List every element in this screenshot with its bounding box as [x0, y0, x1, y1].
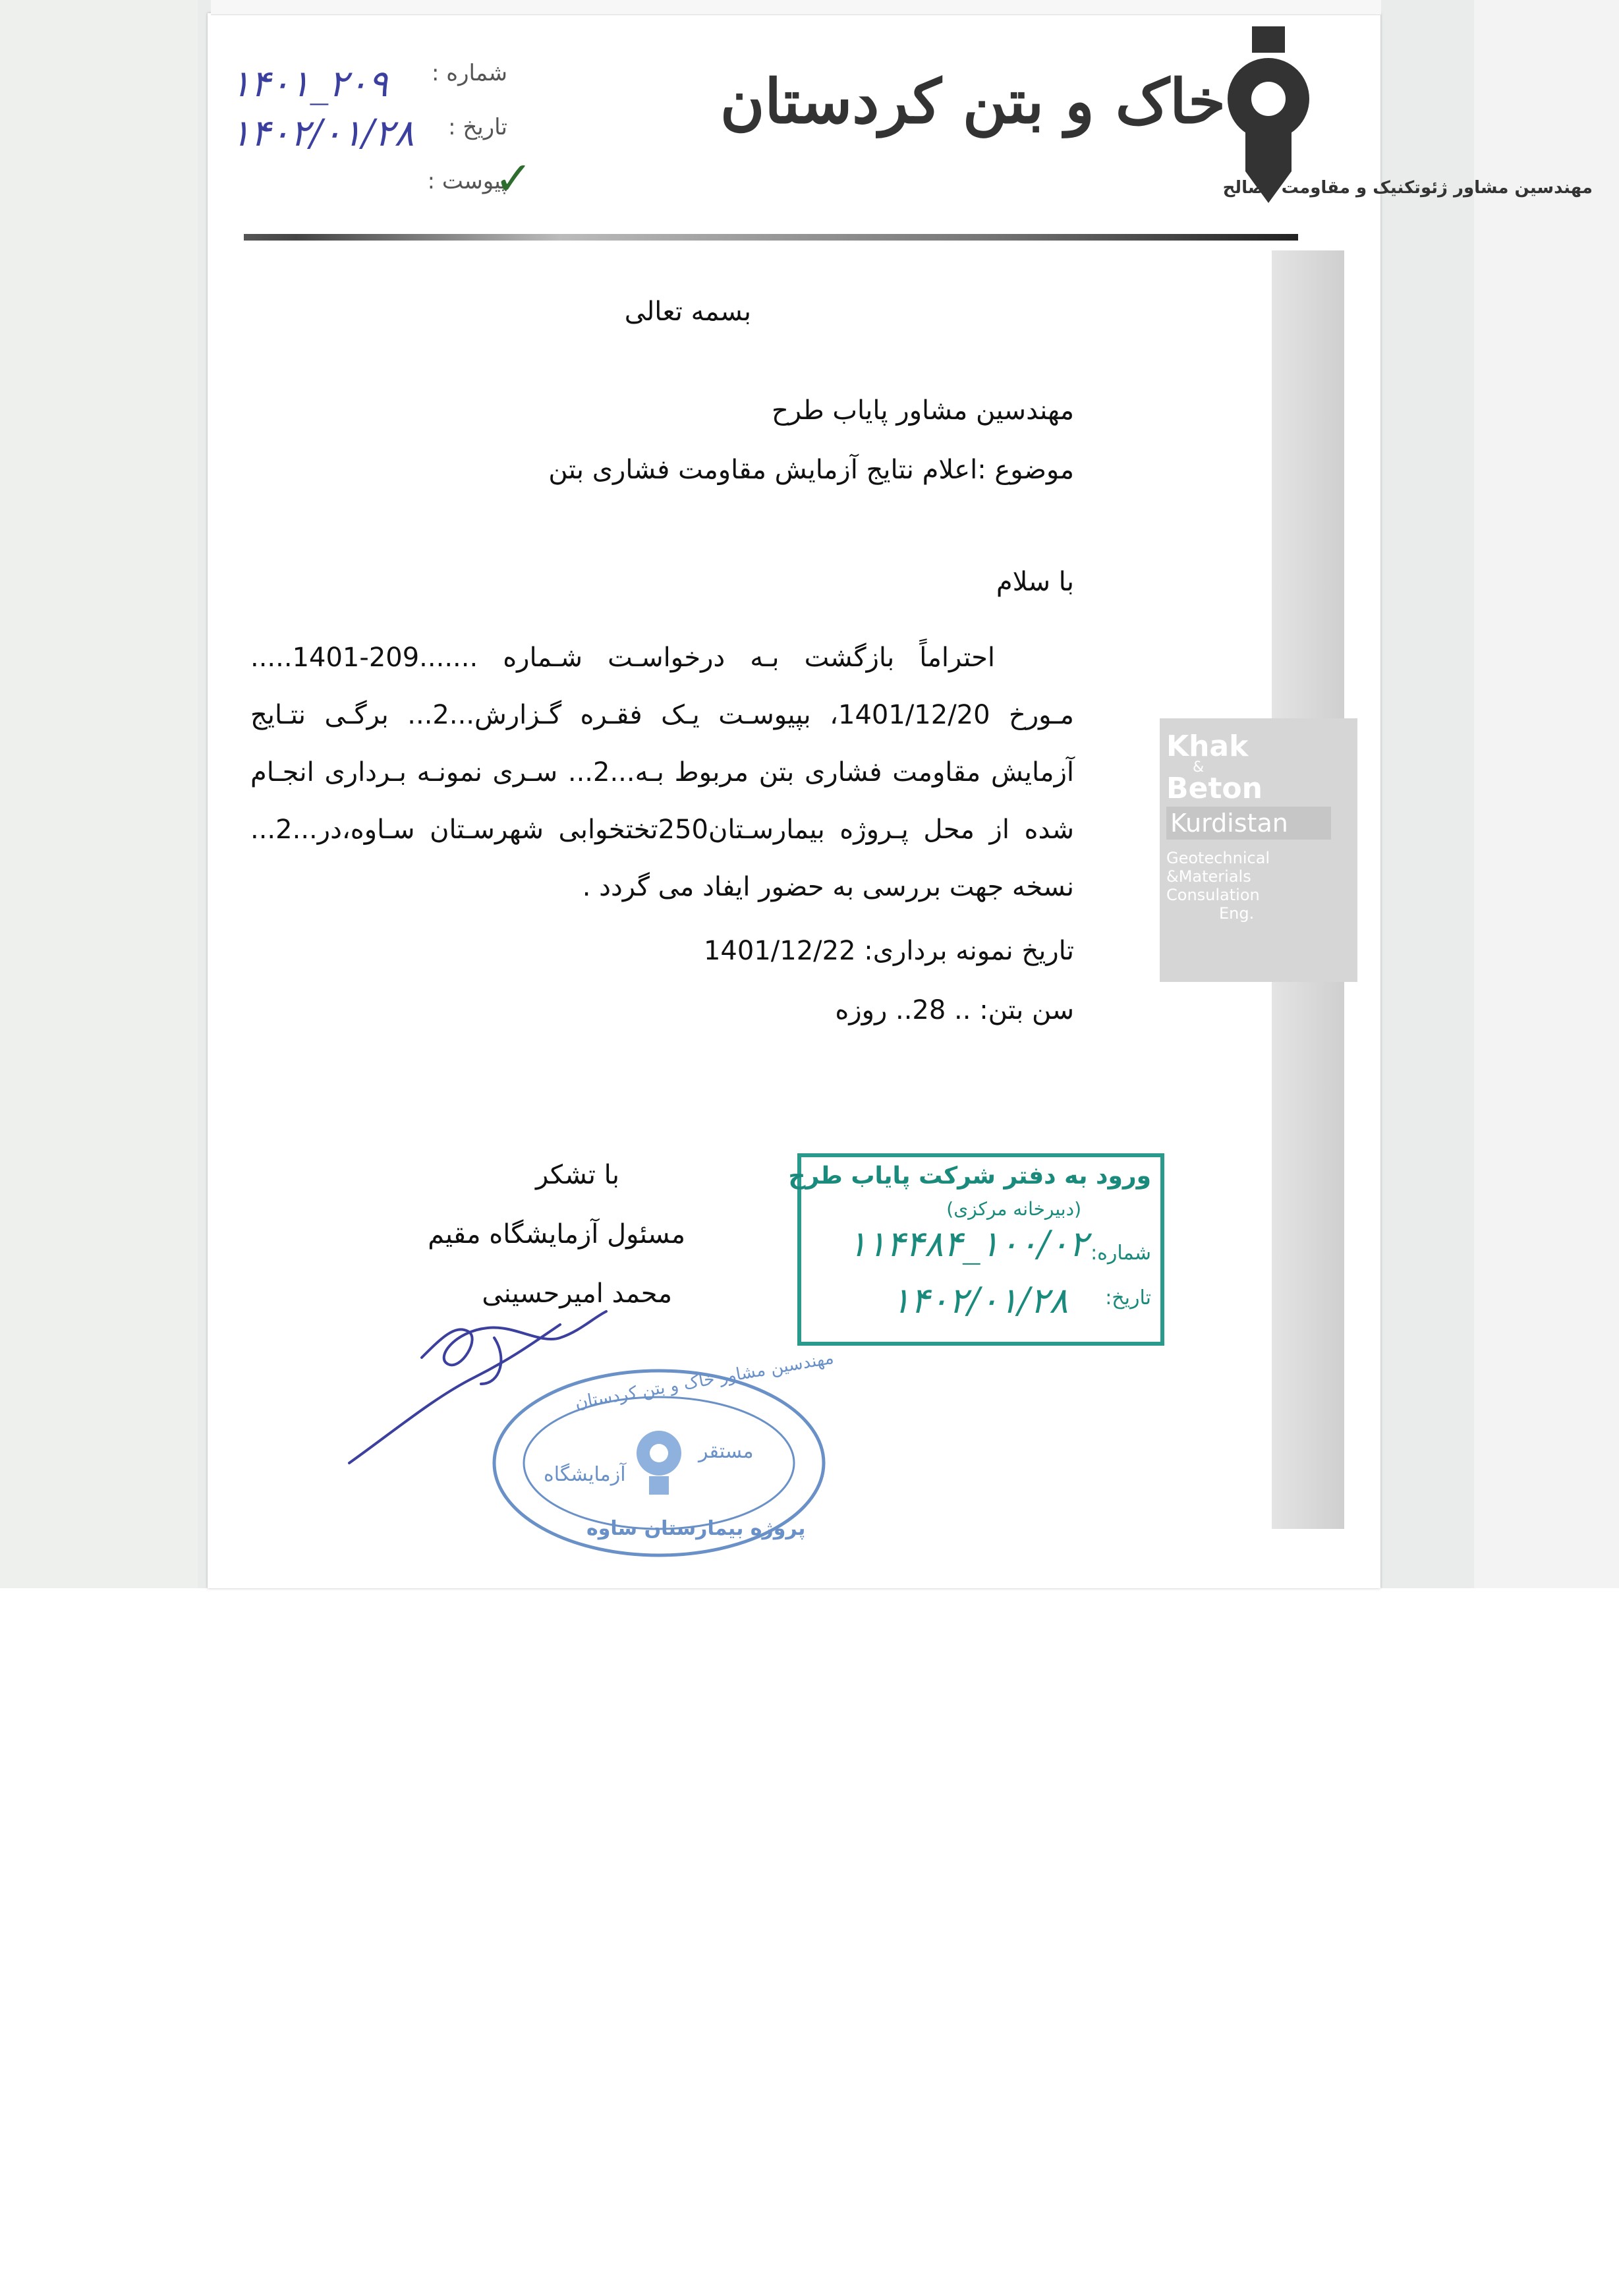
letter-body	[250, 629, 1074, 916]
subject: موضوع :اعلام نتایج آزمایش مقاومت فشاری بتن	[548, 455, 1074, 485]
date-handwritten: ۱۴۰۲/۰۱/۲۸	[231, 112, 414, 155]
signatory-name: محمد امیرحسینی	[482, 1278, 672, 1309]
attachment-label: پیوست :	[427, 168, 507, 194]
stamp-date-value: ۱۴۰۲/۰۱/۲۸	[891, 1280, 1068, 1321]
invocation: بسمه تعالی	[624, 297, 751, 327]
recipient: مهندسین مشاور پایاب طرح	[771, 395, 1074, 426]
brand-sub-4: Eng.	[1219, 904, 1255, 923]
seal-bottom-text: پروژه بیمارستان ساوه	[586, 1517, 806, 1540]
brand-sub-2: &Materials	[1166, 867, 1251, 886]
seal-inner-left: آزمایشگاه	[544, 1463, 626, 1486]
body-line: مـورخ 1401/12/20، بپیوسـت یـک فقـره گـزارش...2... برگـی نتـایج	[250, 700, 1074, 730]
body-line: شده از محل پـروژه بیمارسـتان250تختخوابی شهرسـتان سـاوه،در...2...	[250, 815, 1075, 845]
stamp-number-label: شماره:	[1091, 1242, 1151, 1265]
brand-sidebar	[1166, 732, 1331, 923]
seal-outer-text: مهندسین مشاور خاک و بتن کردستان	[573, 1348, 836, 1414]
greeting: با سلام	[996, 567, 1074, 597]
scan-edge-right	[1474, 0, 1619, 1588]
brand-line-3: Kurdistan	[1166, 807, 1331, 840]
letterhead-subtitle: مهندسین مشاور ژئوتکنیک و مقاومت مصالح	[1222, 178, 1593, 198]
body-line: احتراماً بازگشت بـه درخواسـت شـماره .......209-1401.....	[250, 643, 995, 673]
seal-inner-right: مستقر	[698, 1440, 754, 1463]
signature-icon	[343, 1298, 619, 1483]
brand-line-1: Khak	[1166, 730, 1249, 763]
paper-top-edge	[211, 0, 1381, 15]
brand-amp: &	[1193, 759, 1205, 776]
brand-sub-3: Consulation	[1166, 886, 1260, 904]
concrete-age: سن بتن: .. 28.. روزه	[835, 995, 1074, 1025]
receipt-stamp	[788, 1153, 1164, 1346]
date-label: تاریخ :	[448, 114, 507, 140]
body-line: نسخه جهت بررسی به حضور ایفاد می گردد .	[582, 872, 1074, 902]
brand-line-2: Beton	[1166, 772, 1263, 805]
stamp-title: ورود به دفتر شرکت پایاب طرح	[788, 1162, 1151, 1190]
number-label: شماره :	[432, 60, 507, 86]
closing-thanks: با تشکر	[535, 1160, 619, 1190]
number-handwritten: ۱۴۰۱_۲۰۹	[231, 63, 388, 105]
brand-sub-1: Geotechnical	[1166, 849, 1270, 867]
signatory-role: مسئول آزمایشگاه مقیم	[428, 1219, 685, 1249]
attachment-check-icon: ✓	[494, 152, 533, 206]
body-line: آزمایش مقاومت فشاری بتن مربوط بـه...2... سـری نمونـه بـرداری انجـام	[250, 757, 1075, 788]
stamp-date-label: تاریخ:	[1105, 1286, 1151, 1309]
header-rule	[244, 234, 1298, 241]
stamp-subtitle: (دبیرخانه مرکزی)	[946, 1198, 1081, 1220]
logo-wordmark: خاک و بتن کردستان	[720, 66, 1226, 137]
scan-edge-left	[0, 0, 198, 1588]
stamp-number-value: ۱۰۰/۰۲_۱۱۴۴۸۴	[847, 1223, 1088, 1265]
sampling-date: تاریخ نمونه برداری: 1401/12/22	[703, 936, 1074, 966]
